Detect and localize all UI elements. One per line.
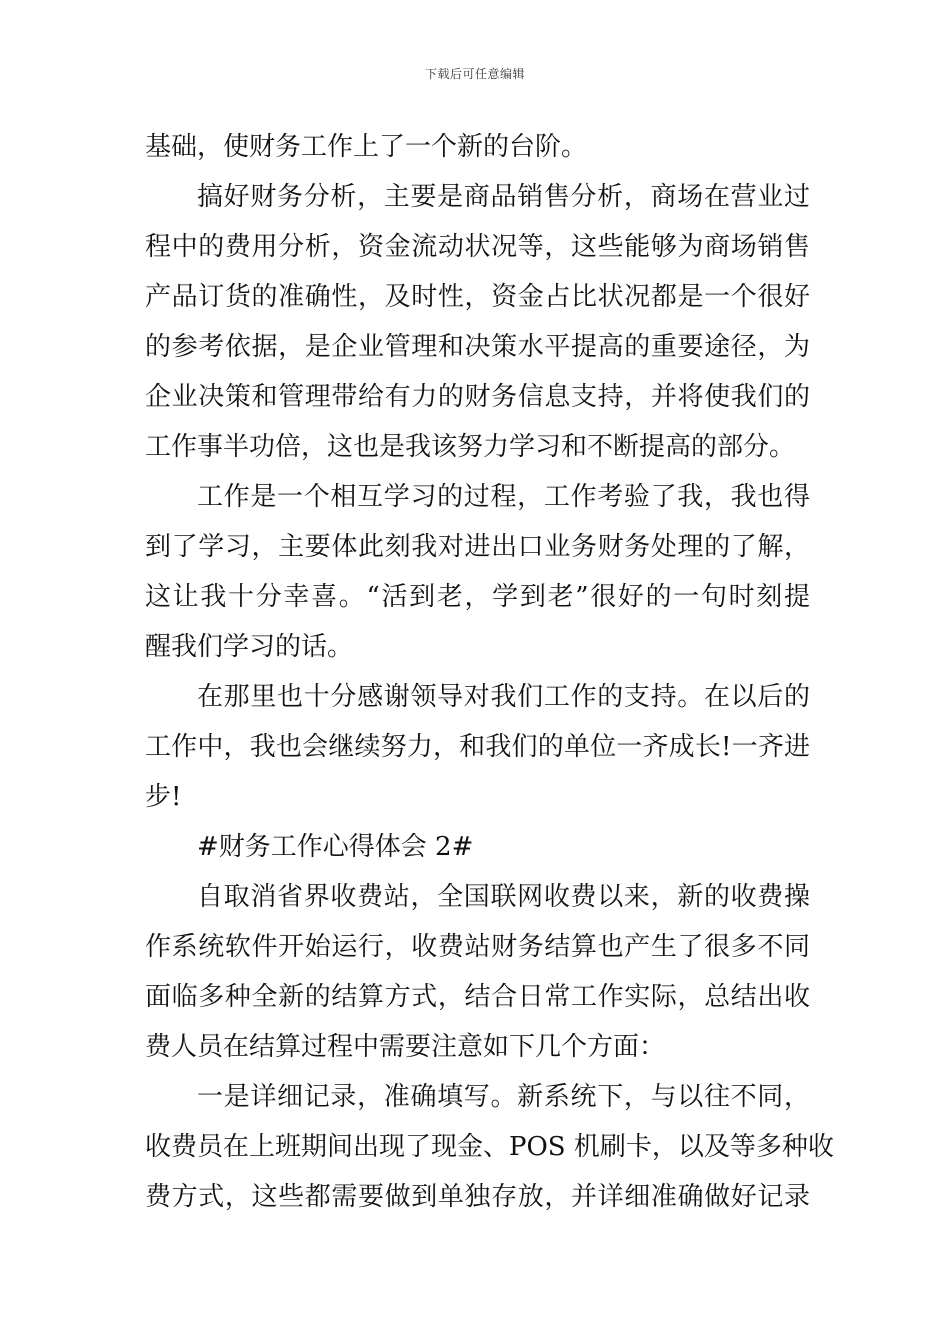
paragraph bbox=[145, 122, 810, 172]
text-line: 程中的费用分析，资金流动状况等，这些能够为商场销售 bbox=[145, 232, 810, 262]
text-line: 这让我十分幸喜。“活到老，学到老”很好的一句时刻提 bbox=[145, 582, 810, 612]
text-line: 工作事半功倍，这也是我该努力学习和不断提高的部分。 bbox=[145, 432, 796, 462]
document-body bbox=[145, 122, 834, 1222]
section-heading bbox=[145, 822, 810, 872]
text-line: 自取消省界收费站，全国联网收费以来，新的收费操 bbox=[197, 882, 810, 912]
text-line: 基础，使财务工作上了一个新的台阶。 bbox=[145, 132, 588, 162]
text-line: 步! bbox=[145, 782, 182, 812]
page-header: 下载后可任意编辑 bbox=[424, 67, 525, 81]
text-line: 费方式，这些都需要做到单独存放，并详细准确做好记录 bbox=[145, 1182, 810, 1212]
text-line: 企业决策和管理带给有力的财务信息支持，并将使我们的 bbox=[145, 382, 810, 412]
paragraph bbox=[145, 872, 810, 1072]
text-line: 醒我们学习的话。 bbox=[145, 632, 354, 662]
text-line: 工作是一个相互学习的过程，工作考验了我，我也得 bbox=[197, 482, 810, 512]
text-line: 工作中，我也会继续努力，和我们的单位一齐成长!一齐进 bbox=[145, 732, 810, 762]
text-line: 在那里也十分感谢领导对我们工作的支持。在以后的 bbox=[197, 682, 810, 712]
text-line: 作系统软件开始运行，收费站财务结算也产生了很多不同 bbox=[145, 932, 810, 962]
paragraph bbox=[145, 1072, 834, 1222]
text-line: 费人员在结算过程中需要注意如下几个方面： bbox=[145, 1032, 666, 1062]
text-line: 产品订货的准确性，及时性，资金占比状况都是一个很好 bbox=[145, 282, 810, 312]
text-line: 的参考依据，是企业管理和决策水平提高的重要途径，为 bbox=[145, 332, 810, 362]
paragraph bbox=[145, 672, 810, 822]
text-line: 搞好财务分析，主要是商品销售分析，商场在营业过 bbox=[197, 182, 810, 212]
text-line: 一是详细记录，准确填写。新系统下，与以往不同， bbox=[197, 1082, 810, 1112]
paragraph bbox=[145, 472, 810, 672]
paragraph bbox=[145, 172, 810, 472]
text-line: 面临多种全新的结算方式，结合日常工作实际，总结出收 bbox=[145, 982, 810, 1012]
text-line: 到了学习，主要体此刻我对进出口业务财务处理的了解， bbox=[145, 532, 810, 562]
heading-text: #财务工作心得体会 2# bbox=[197, 832, 474, 862]
text-line: 收费员在上班期间出现了现金、POS 机刷卡，以及等多种收 bbox=[145, 1132, 834, 1162]
